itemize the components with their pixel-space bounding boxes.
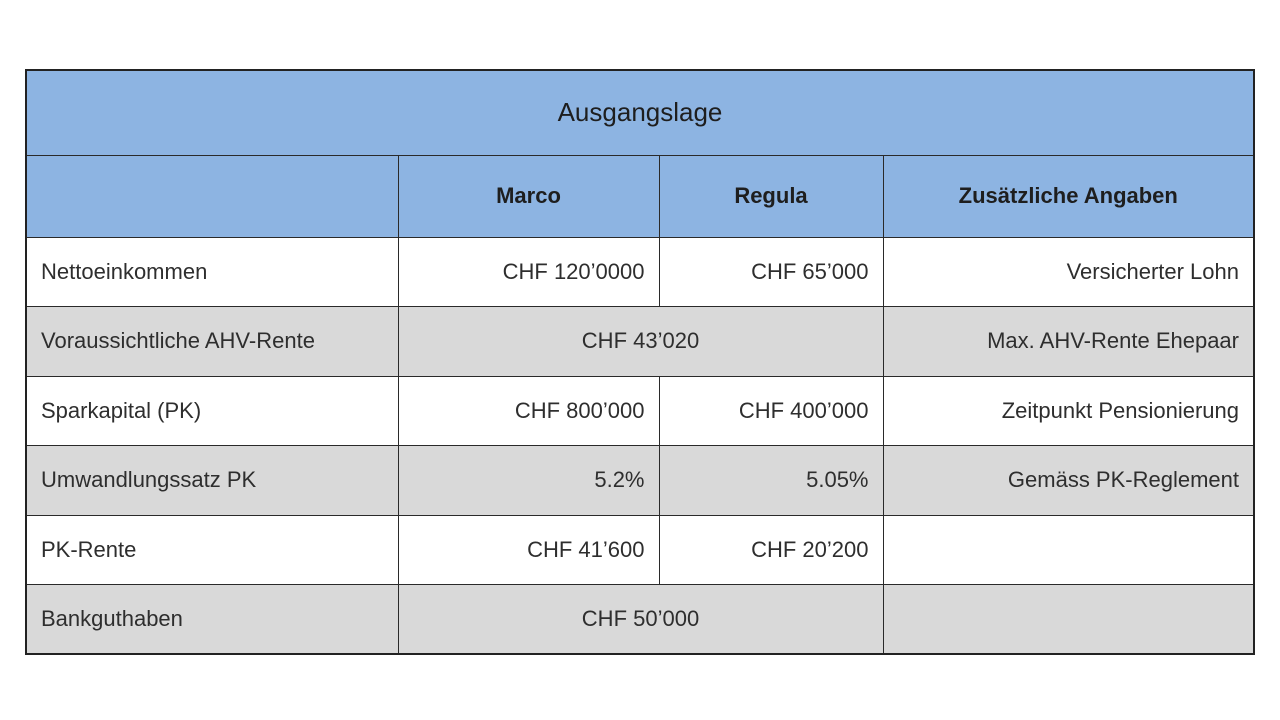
header-marco: Marco xyxy=(398,155,659,237)
table-row xyxy=(26,446,1254,516)
row-label: PK-Rente xyxy=(26,515,398,585)
cell-info: Max. AHV-Rente Ehepaar xyxy=(883,307,1254,377)
cell-regula: CHF 400’000 xyxy=(659,376,883,446)
row-label: Bankguthaben xyxy=(26,585,398,655)
table-row xyxy=(26,307,1254,377)
row-label: Sparkapital (PK) xyxy=(26,376,398,446)
table-row xyxy=(26,237,1254,307)
cell-regula: 5.05% xyxy=(659,446,883,516)
table-row xyxy=(26,376,1254,446)
cell-regula: CHF 20’200 xyxy=(659,515,883,585)
table-header-row xyxy=(26,155,1254,237)
cell-marco: CHF 800’000 xyxy=(398,376,659,446)
row-label: Umwandlungssatz PK xyxy=(26,446,398,516)
table-title-row xyxy=(26,70,1254,155)
cell-marco: CHF 120’0000 xyxy=(398,237,659,307)
cell-info: Gemäss PK-Reglement xyxy=(883,446,1254,516)
table-title: Ausgangslage xyxy=(26,70,1254,155)
cell-info xyxy=(883,515,1254,585)
header-empty xyxy=(26,155,398,237)
cell-combined: CHF 50’000 xyxy=(398,585,883,655)
cell-info xyxy=(883,585,1254,655)
cell-info: Versicherter Lohn xyxy=(883,237,1254,307)
cell-combined: CHF 43’020 xyxy=(398,307,883,377)
row-label: Voraussichtliche AHV-Rente xyxy=(26,307,398,377)
header-regula: Regula xyxy=(659,155,883,237)
cell-marco: CHF 41’600 xyxy=(398,515,659,585)
row-label: Nettoeinkommen xyxy=(26,237,398,307)
ausgangslage-table xyxy=(25,69,1255,655)
table-row xyxy=(26,585,1254,655)
cell-marco: 5.2% xyxy=(398,446,659,516)
table-row xyxy=(26,515,1254,585)
cell-regula: CHF 65’000 xyxy=(659,237,883,307)
cell-info: Zeitpunkt Pensionierung xyxy=(883,376,1254,446)
header-zusaetzliche-angaben: Zusätzliche Angaben xyxy=(883,155,1254,237)
